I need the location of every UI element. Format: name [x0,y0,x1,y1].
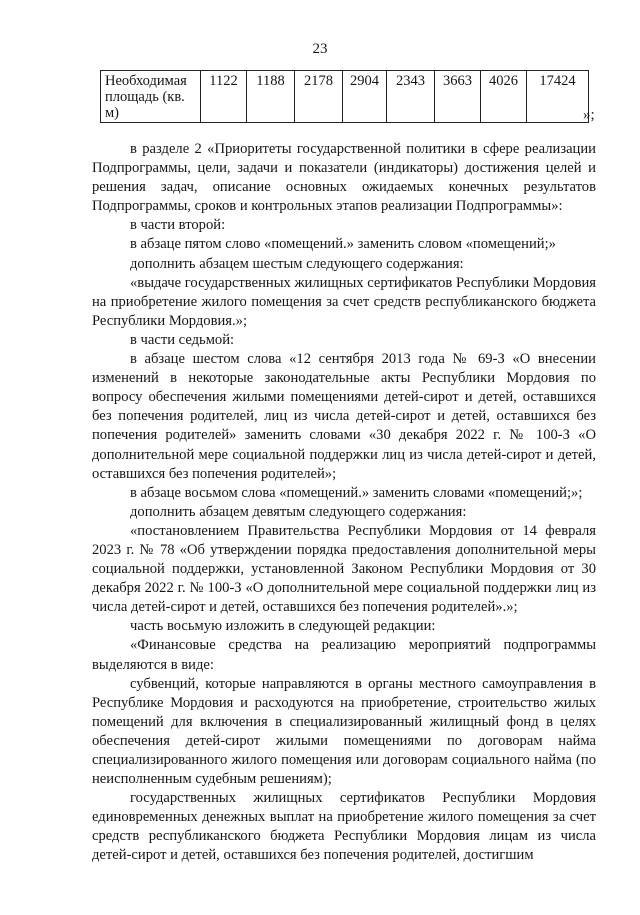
table-cell: 1188 [247,71,295,123]
paragraph: в части второй: [130,217,226,234]
paragraph: «Финансовые средства на реализацию мероприятий подпрограммы выделяются в виде: [92,637,596,673]
paragraph: в абзаце шестом слова «12 сентября 2013 года № 69-З «О внесении изменений в некоторые законодательные акты Республики Мордовия по вопросу обеспечения жилыми помещениями детей-сирот и детей, оставшихся без попечения родителей, лиц из числа детей-сирот и детей, оставшихся без попечения родителей» заменить словами «30 декабря 2022 г. № 100-З «О дополнительной мере социальной поддержки лиц из числа детей-сирот и детей, оставшихся без попечения родителей»; [92,351,596,482]
paragraph: часть восьмую изложить в следующей редакции: [130,618,436,635]
table-closing-quote: »; [583,107,595,123]
paragraph: в части седьмой: [130,331,235,348]
table-row-label: Необходимая площадь (кв. м) [101,71,201,123]
area-table [100,70,589,123]
paragraph: дополнить абзацем девятым следующего содержания: [130,503,467,520]
paragraph: в абзаце восьмом слова «помещений.» заменить словами «помещений;»; [130,484,583,501]
table-row [101,71,589,123]
table-cell: 2343 [387,71,435,123]
paragraph: дополнить абзацем шестым следующего содержания: [130,255,464,272]
paragraph: «выдаче государственных жилищных сертификатов Республики Мордовия на приобретение жилого помещения за счет средств республиканского бюджета Республики Мордовия.»; [92,274,596,329]
table-cell: 3663 [435,71,481,123]
table-cell: 2178 [295,71,343,123]
table-cell: 1122 [201,71,247,123]
paragraph: «постановлением Правительства Республики Мордовия от 14 февраля 2023 г. № 78 «Об утверждении порядка предоставления дополнительной меры социальной поддержки, установленной Законом Республики Мордовия от 30 декабря 2022 г. № 100-З «О дополнительной мере социальной поддержки лиц из числа детей-сирот и детей, оставшихся без попечения родителей».»; [92,522,596,616]
paragraph: субвенций, которые направляются в органы местного самоуправления в Республике Мордовия и расходуются на приобретение, строительство жилых помещений для включения в специализированный жилищный фонд в целях обеспечения детей-сирот жилыми помещениями по договорам найма специализированного жилого помещения или договорам социального найма (по неисполненным судебным решениям); [92,675,596,788]
document-body [92,140,596,866]
table-cell: 17424 [527,71,589,123]
table-cell: 4026 [481,71,527,123]
paragraph: государственных жилищных сертификатов Республики Мордовия единовременных денежных выплат на приобретение жилого помещения за счет средств республиканского бюджета Республики Мордовия лицам из числа детей-сирот и детей, оставшихся без попечения родителей, достигшим [92,790,596,864]
paragraph: в абзаце пятом слово «помещений.» заменить словом «помещений;» [130,236,556,253]
paragraph: в разделе 2 «Приоритеты государственной политики в сфере реализации Подпрограммы, цели, задачи и показатели (индикаторы) достижения целей и решения задач, описание основных ожидаемых конечных результатов Подпрограммы, сроков и контрольных этапов реализации Подпрограммы»: [92,141,596,215]
page-number: 23 [312,41,328,57]
table-cell: 2904 [343,71,387,123]
